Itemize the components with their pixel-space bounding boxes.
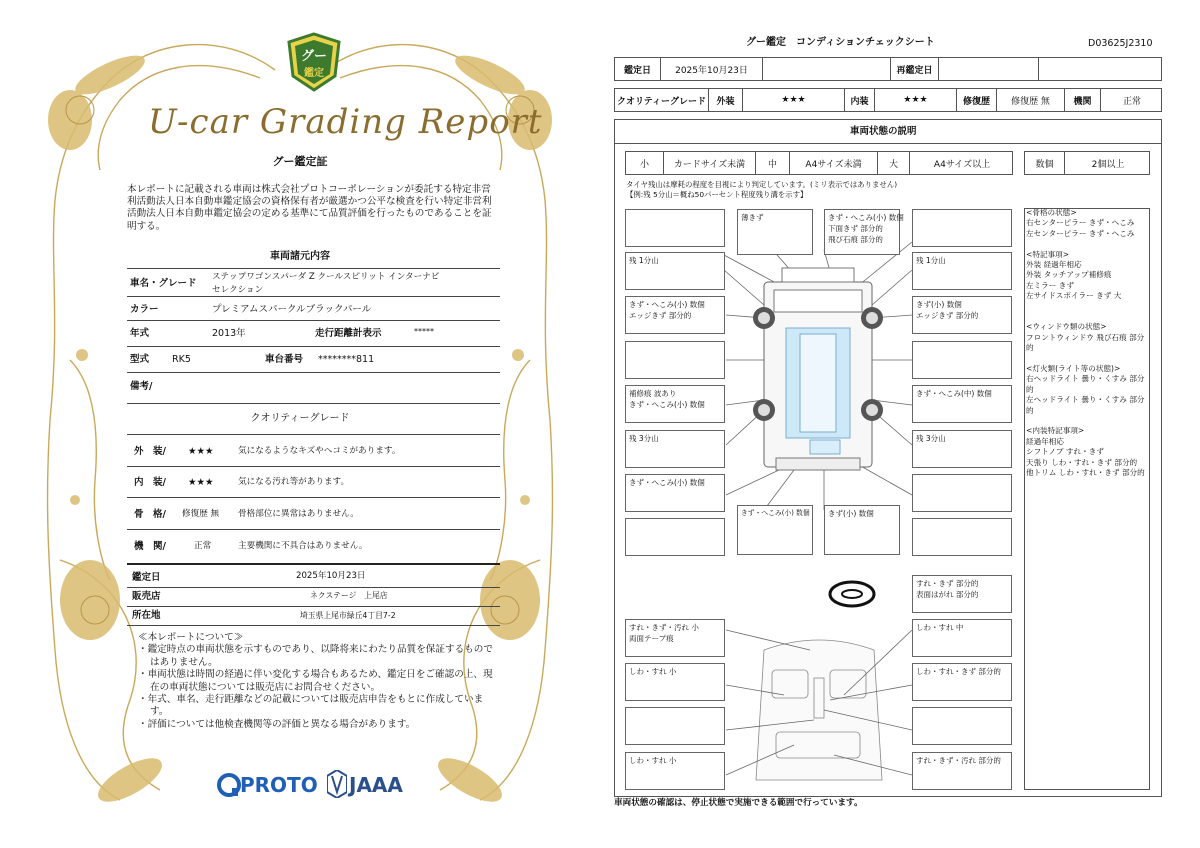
detail-box xyxy=(625,385,725,423)
size-legend xyxy=(625,151,1013,175)
divider xyxy=(127,346,500,347)
car-name-label: 車名・グレード xyxy=(130,278,197,289)
side-note-line: 外装 経過年相応 xyxy=(1026,260,1082,270)
quality-row xyxy=(614,88,1162,112)
date-value: 2025年10月23日 xyxy=(661,58,763,80)
side-note-line: 天張り しわ・すれ・きず 部分的 xyxy=(1026,457,1138,467)
repair-label: 修復歴 xyxy=(957,89,997,111)
detail-text: きず・へこみ(小) 数個 xyxy=(629,300,705,309)
size-large: 大 xyxy=(878,152,910,174)
detail-box xyxy=(912,752,1012,790)
divider xyxy=(127,268,500,269)
divider xyxy=(127,403,500,404)
detail-box xyxy=(912,575,1012,613)
detail-text: きず・へこみ(小) 数個 xyxy=(629,400,705,409)
divider xyxy=(127,434,500,435)
detail-text: しわ・すれ 小 xyxy=(629,667,677,676)
divider xyxy=(127,320,500,321)
detail-box xyxy=(824,209,904,255)
detail-box xyxy=(737,209,813,255)
car-name: ステップワゴンスパーダ Z クールスピリット インターナビ xyxy=(212,272,440,282)
detail-box xyxy=(912,296,1012,334)
frame-value: 修復歴 無 xyxy=(182,509,220,519)
detail-box xyxy=(912,430,1012,468)
tire-note-1: タイヤ残山は摩耗の程度を目視により判定しています。(ミリ表示ではありません) xyxy=(626,180,898,189)
engine-value: 正常 xyxy=(1122,96,1141,107)
side-note-line: 他トリム しわ・すれ・きず 部分的 xyxy=(1026,468,1145,478)
detail-text: 補修痕 波あり xyxy=(629,389,677,398)
detail-text: 残 1分山 xyxy=(629,256,659,265)
side-note-line xyxy=(1026,302,1151,312)
detail-box xyxy=(824,505,900,555)
date-value: 2025年10月23日 xyxy=(296,571,366,581)
side-note-line xyxy=(1026,239,1151,249)
detail-box xyxy=(625,663,725,701)
engine-comment: 主要機関に不具合はありません。 xyxy=(238,541,368,551)
size-large-desc: A4サイズ以上 xyxy=(933,159,991,170)
detail-box xyxy=(625,619,725,657)
divider xyxy=(127,497,500,498)
specs-title: 車両諸元内容 xyxy=(270,251,330,262)
note-item: ・評価については他検査機関等の評価と異なる場合があります。 xyxy=(138,718,416,730)
detail-text: きず・へこみ(中) 数個 xyxy=(916,389,992,398)
date-label: 鑑定日 xyxy=(132,572,161,583)
side-note-line xyxy=(1026,312,1151,322)
side-note-line: <ウィンドウ類の状態> xyxy=(1026,322,1107,332)
svg-text:鑑定: 鑑定 xyxy=(304,68,324,79)
detail-text: 残 3分山 xyxy=(629,434,659,443)
model-value: RK5 xyxy=(172,354,191,365)
side-note-line xyxy=(1026,416,1151,426)
detail-box xyxy=(912,518,1012,556)
repair-value: 修復歴 無 xyxy=(997,89,1065,111)
note-item: ・車両状態は時間の経過に伴い変化する場合もあるため、鑑定日をご確認の上、現在の車両状態については販売店にお問合せください。 xyxy=(138,669,493,693)
detail-box xyxy=(912,707,1012,745)
doc-id: D03625J2310 xyxy=(1088,38,1153,49)
int-label: 内装 xyxy=(845,89,875,111)
ext-stars: ★★★ xyxy=(743,89,845,111)
detail-text: しわ・すれ 小 xyxy=(629,756,677,765)
side-note-line: <内装特記事項> xyxy=(1026,426,1085,436)
shop-label: 販売店 xyxy=(132,591,161,602)
detail-text: 両面テープ痕 xyxy=(629,634,674,643)
detail-box xyxy=(912,663,1012,701)
mileage-value: ***** xyxy=(414,327,434,336)
side-note-line: <骨格の状態> xyxy=(1026,208,1077,217)
detail-text: 薄きず xyxy=(741,213,764,222)
note-item: ・年式、車名、走行距離などの記載については販売店申告をもとに作成しています。 xyxy=(138,694,484,718)
size-small-desc: カードサイズ未満 xyxy=(664,152,756,174)
detail-text: しわ・すれ 中 xyxy=(916,623,964,632)
detail-box xyxy=(912,341,1012,379)
date-row xyxy=(614,57,1162,81)
detail-box xyxy=(625,474,725,512)
proto-logo-text: PROTO xyxy=(240,773,318,797)
detail-box xyxy=(625,518,725,556)
exterior-stars: ★★★ xyxy=(188,446,214,457)
car-name-line2: セレクション xyxy=(212,285,264,295)
engine-label: 機関 xyxy=(1065,89,1101,111)
quality-label: クオリティーグレード xyxy=(615,89,709,111)
empty-cell xyxy=(939,58,1039,80)
chassis-label: 車台番号 xyxy=(265,354,304,365)
count-desc: 2個以上 xyxy=(1091,159,1125,170)
divider xyxy=(127,563,500,565)
mileage-label: 走行距離計表示 xyxy=(315,328,382,339)
sheet-title: グー鑑定 コンディションチェックシート xyxy=(746,37,935,48)
detail-box xyxy=(912,209,1012,247)
detail-box xyxy=(912,619,1012,657)
detail-text: きず・へこみ(小) 数個 xyxy=(741,509,810,517)
report-notes xyxy=(138,632,498,731)
interior-label: 内 装/ xyxy=(134,477,166,488)
year-label: 年式 xyxy=(130,328,150,339)
detail-text: 残 3分山 xyxy=(916,434,946,443)
notes-title: ≪本レポートについて≫ xyxy=(138,632,244,643)
side-note-line: 左ヘッドライト 曇り・くすみ 部分的 xyxy=(1026,395,1145,415)
exterior-label: 外 装/ xyxy=(134,446,166,457)
footer-note: 車両状態の確認は、停止状態で実施できる範囲で行っています。 xyxy=(614,798,863,808)
interior-comment: 気になる汚れ等があります。 xyxy=(238,477,350,487)
detail-text: きず(小) 数個 xyxy=(916,300,962,309)
side-note-line: 左センターピラー きず・へこみ xyxy=(1026,228,1135,238)
detail-text: すれ・きず・汚れ 小 xyxy=(629,623,699,632)
side-notes xyxy=(1026,208,1151,478)
size-small: 小 xyxy=(626,152,664,174)
side-note-line: 右センターピラー きず・へこみ xyxy=(1026,218,1135,228)
addr-label: 所在地 xyxy=(132,610,161,621)
addr-value: 埼玉県上尾市緑丘4丁目7-2 xyxy=(300,611,396,620)
detail-text: エッジきず 部分的 xyxy=(916,311,979,320)
detail-text: きず・へこみ(小) 数個 xyxy=(629,478,705,487)
condition-title: 車両状態の説明 xyxy=(850,126,917,137)
side-note-line: シフトノブ すれ・きず xyxy=(1026,447,1104,457)
detail-box xyxy=(625,209,725,247)
detail-text: きず・へこみ(小) 数個 xyxy=(828,213,904,222)
side-note-line: 右ヘッドライト 曇り・くすみ 部分的 xyxy=(1026,374,1145,394)
goo-kantei-badge-icon xyxy=(287,32,341,92)
model-label: 型式 xyxy=(130,354,150,365)
empty-cell xyxy=(763,58,891,80)
proto-logo-icon xyxy=(216,772,242,798)
cert-text: 本レポートに記載される車両は株式会社プロトコーポレーションが委託する特定非営利活動法人日本自動車鑑定協会の資格保有者が厳選かつ公平な検査を行い特定非営利活動法人日本自動車鑑定協会の定める基準にて品質評価を行ったものであることを証明する。 xyxy=(127,184,492,232)
divider xyxy=(127,296,500,297)
date-label: 鑑定日 xyxy=(615,58,661,80)
engine-label: 機 関/ xyxy=(134,541,166,552)
detail-text: すれ・きず 部分的 xyxy=(916,579,979,588)
engine-value: 正常 xyxy=(194,541,212,551)
divider xyxy=(127,372,500,373)
report-script-title: U-car Grading Report xyxy=(148,102,543,142)
detail-text: エッジきず 部分的 xyxy=(629,311,692,320)
divider xyxy=(127,587,500,588)
frame-label: 骨 格/ xyxy=(134,509,166,520)
detail-text: 残 1分山 xyxy=(916,256,946,265)
detail-box xyxy=(912,385,1012,423)
detail-text: 飛び石痕 部分的 xyxy=(828,235,883,244)
side-note-line: 経過年相応 xyxy=(1026,436,1064,446)
detail-text: しわ・すれ・きず 部分的 xyxy=(916,667,1001,676)
side-note-line xyxy=(1026,354,1151,364)
detail-box xyxy=(912,474,1012,512)
interior-stars: ★★★ xyxy=(188,477,214,488)
shop-value: ネクステージ 上尾店 xyxy=(310,591,388,600)
detail-box xyxy=(625,341,725,379)
detail-text: 下面きず 部分的 xyxy=(828,224,883,233)
color-value: プレミアムスパークルブラックパール xyxy=(212,304,372,315)
detail-text: きず(小) 数個 xyxy=(828,509,874,518)
year-value: 2013年 xyxy=(212,328,246,339)
int-stars: ★★★ xyxy=(875,89,957,111)
count-label: 数個 xyxy=(1025,152,1065,174)
frame-comment: 骨格部位に異常はありません。 xyxy=(238,509,359,519)
side-note-line: 左ミラー きず xyxy=(1026,280,1074,290)
side-note-line: <灯火類(ライト等の状態)> xyxy=(1026,364,1121,374)
detail-box xyxy=(737,505,813,555)
detail-box xyxy=(625,252,725,290)
detail-box xyxy=(912,252,1012,290)
detail-box xyxy=(625,296,725,334)
svg-text:グー: グー xyxy=(300,49,328,64)
remarks-label: 備考/ xyxy=(130,381,153,392)
quality-title: クオリティーグレード xyxy=(250,413,350,424)
note-item: ・鑑定時点の車両状態を示すものであり、以降将来にわたり品質を保証するものではありません。 xyxy=(138,644,493,668)
side-note-line: フロントウィンドウ 飛び石痕 部分的 xyxy=(1026,332,1145,353)
detail-box xyxy=(625,430,725,468)
exterior-comment: 気になるようなキズやヘコミがあります。 xyxy=(238,446,401,456)
detail-box xyxy=(625,707,725,745)
divider xyxy=(127,625,500,626)
cert-title: グー鑑定証 xyxy=(272,155,328,168)
redate-label: 再鑑定日 xyxy=(891,58,939,80)
side-note-line: 左サイドスポイラー きず 大 xyxy=(1026,291,1122,301)
chassis-value: ********811 xyxy=(318,354,375,365)
color-label: カラー xyxy=(130,304,159,315)
size-mid: 中 xyxy=(756,152,790,174)
side-note-line: 外装 タッチアップ補修痕 xyxy=(1026,270,1112,280)
divider xyxy=(127,466,500,467)
ext-label: 外装 xyxy=(709,89,743,111)
detail-box xyxy=(625,752,725,790)
tire-note-2: 【例:残 5分山＝概ね50パーセント程度残り溝を示す】 xyxy=(626,190,808,199)
detail-text: すれ・きず・汚れ 部分的 xyxy=(916,756,1001,765)
detail-text: 表面はがれ 部分的 xyxy=(916,590,979,599)
divider xyxy=(614,143,1162,144)
divider xyxy=(127,529,500,530)
jaaa-logo-text: JAAA xyxy=(349,773,403,797)
side-note-line: <特記事項> xyxy=(1026,249,1070,259)
divider xyxy=(127,606,500,607)
count-legend xyxy=(1024,151,1150,175)
jaaa-logo-icon xyxy=(327,770,347,798)
size-mid-desc: A4サイズ未満 xyxy=(790,152,878,174)
